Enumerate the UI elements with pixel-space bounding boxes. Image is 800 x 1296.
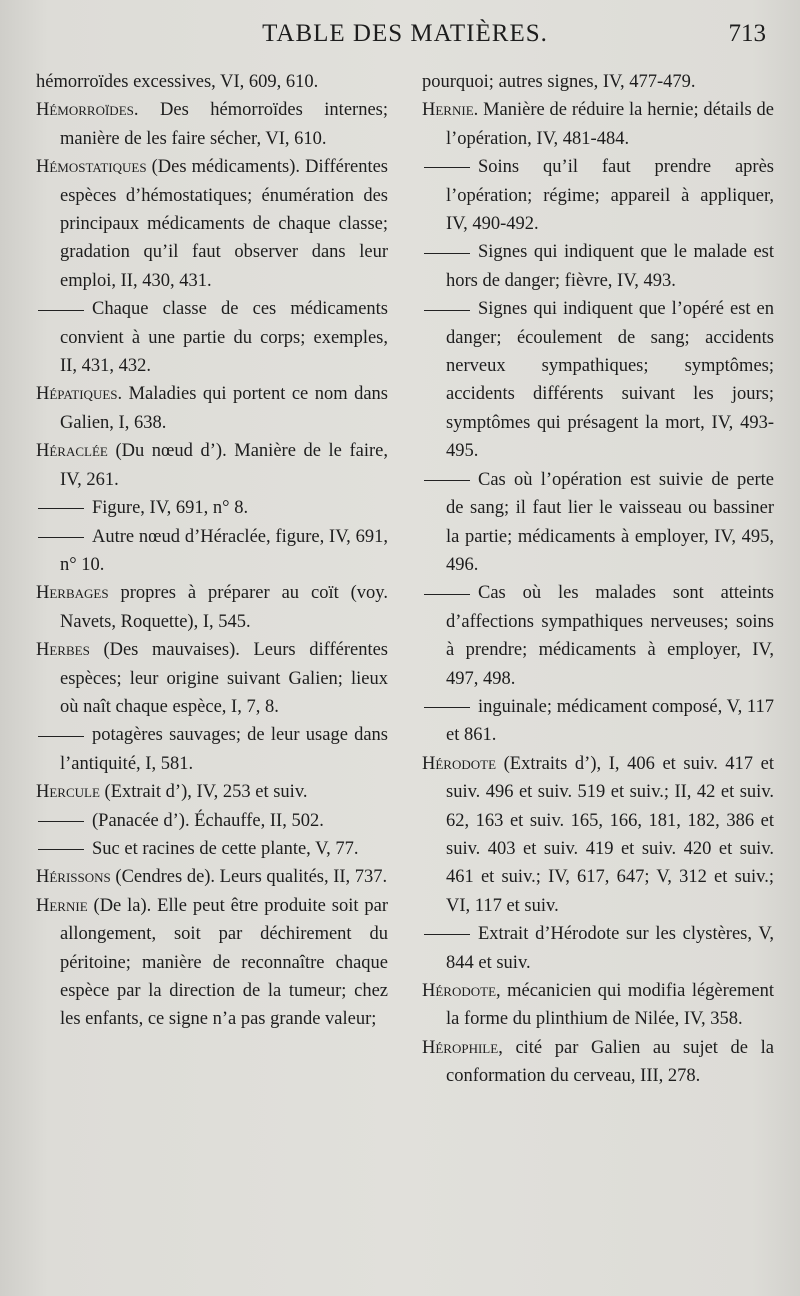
index-entry xyxy=(36,863,388,891)
index-entry xyxy=(36,153,388,295)
index-entry xyxy=(422,920,774,977)
entry-text: Manière de réduire la hernie; détails de l’opération, IV, 481-484. xyxy=(446,100,774,149)
entry-headword: Herbes xyxy=(36,640,90,661)
index-entry xyxy=(36,778,388,806)
index-entry xyxy=(422,466,774,580)
entry-headword: Héraclée xyxy=(36,441,108,462)
entry-headword: Hépatiques. xyxy=(36,384,123,405)
entry-text: (Extrait d’), IV, 253 et suiv. xyxy=(99,782,308,803)
entry-text: Signes qui indiquent que l’opéré est en danger; écoulement de sang; accidents nerveux sympathiques; symptômes; accidents différents suivant les jours; symptômes qui présagent la mort, IV, 493-495. xyxy=(446,299,774,462)
entry-headword: Hémostatiques xyxy=(36,157,147,178)
index-entry xyxy=(422,693,774,750)
repeat-dash xyxy=(38,508,84,509)
entry-headword: Hérophile xyxy=(422,1037,499,1058)
entry-text: Autre nœud d’Héraclée, figure, IV, 691, n° 10. xyxy=(60,526,388,575)
entry-text: , cité par Galien au sujet de la conformation du cerveau, III, 278. xyxy=(446,1037,774,1087)
entry-headword: Hérissons xyxy=(36,867,111,888)
entry-text: Signes qui indiquent que le malade est hors de danger; fièvre, IV, 493. xyxy=(446,242,774,291)
entry-text: Maladies qui portent ce nom dans Galien, I, 638. xyxy=(60,384,388,433)
index-columns xyxy=(36,68,774,1091)
entry-text: Cas où les malades sont atteints d’affections sympathiques nerveuses; soins à prendre; médicaments à employer, IV, 497, 498. xyxy=(446,583,774,689)
index-entry xyxy=(36,721,388,778)
index-entry xyxy=(36,68,388,96)
index-entry xyxy=(36,579,388,636)
index-entry xyxy=(422,1034,774,1091)
index-entry xyxy=(422,96,774,153)
index-entry xyxy=(36,892,388,1034)
index-entry xyxy=(422,977,774,1034)
index-entry xyxy=(36,96,388,153)
repeat-dash xyxy=(38,849,84,850)
index-entry xyxy=(36,380,388,437)
entry-text: Extrait d’Hérodote sur les clystères, V, 844 et suiv. xyxy=(446,924,774,973)
running-title: TABLE DES MATIÈRES. xyxy=(262,20,548,47)
repeat-dash xyxy=(424,480,470,481)
repeat-dash xyxy=(38,310,84,311)
repeat-dash xyxy=(424,167,470,168)
repeat-dash xyxy=(38,821,84,822)
index-entry xyxy=(422,68,774,96)
page-number: 713 xyxy=(728,20,766,47)
index-entry xyxy=(36,807,388,835)
entry-headword: Hercule xyxy=(36,782,100,803)
entry-text: inguinale; médicament composé, V, 117 et 861. xyxy=(446,696,774,746)
repeat-dash xyxy=(424,310,470,311)
entry-text: , mécanicien qui modifia légèrement la forme du plinthium de Nilée, IV, 358. xyxy=(446,981,774,1030)
repeat-dash xyxy=(38,736,84,737)
entry-text: pourquoi; autres signes, IV, 477-479. xyxy=(422,72,696,92)
entry-text: Suc et racines de cette plante, V, 77. xyxy=(92,838,359,859)
entry-headword: Hérodote xyxy=(422,753,497,774)
entry-text: Chaque classe de ces médicaments convient à une partie du corps; exemples, II, 431, 432. xyxy=(60,299,388,377)
index-entry xyxy=(36,437,388,494)
entry-text: propres à préparer au coït (voy. Navets, Roquette), I, 545. xyxy=(60,583,388,632)
repeat-dash xyxy=(424,707,470,708)
index-entry xyxy=(36,835,388,863)
entry-text: Figure, IV, 691, n° 8. xyxy=(92,498,249,519)
entry-text: hémorroïdes excessives, VI, 609, 610. xyxy=(36,72,319,92)
entry-text: (Panacée d’). Échauffe, II, 502. xyxy=(92,810,324,831)
index-entry xyxy=(36,295,388,380)
entry-text: Des hémorroïdes internes; manière de les faire sécher, VI, 610. xyxy=(60,100,388,149)
entry-text: (Des médicaments). Différentes espèces d’hémostatiques; énumération des principaux médicaments de chaque classe; gradation qu’il faut observer dans leur emploi, II, 430, 431. xyxy=(60,157,388,291)
entry-text: (Cendres de). Leurs qualités, II, 737. xyxy=(110,867,388,888)
index-entry xyxy=(422,238,774,295)
entry-headword: Hémorroïdes. xyxy=(36,100,139,121)
entry-text: (De la). Elle peut être produite soit par allongement, soit par déchirement du péritoine; manière de reconnaître chaque espèce par la direction de la tumeur; chez les enfants, ce signe n’a pas grande valeur; xyxy=(60,895,388,1030)
index-entry xyxy=(422,295,774,465)
entry-text: Soins qu’il faut prendre après l’opération; régime; appareil à appliquer, IV, 490-492. xyxy=(446,157,774,235)
left-column xyxy=(36,68,388,1091)
entry-text: potagères sauvages; de leur usage dans l’antiquité, I, 581. xyxy=(60,725,388,774)
entry-headword: Hernie. xyxy=(422,100,479,121)
page-header xyxy=(36,16,774,54)
index-entry xyxy=(422,153,774,238)
right-column xyxy=(422,68,774,1091)
entry-text: (Des mauvaises). Leurs différentes espèces; leur origine suivant Galien; lieux où naît chaque espèce, I, 7, 8. xyxy=(60,640,388,717)
entry-text: Cas où l’opération est suivie de perte de sang; il faut lier le vaisseau ou bassiner la partie; médicaments à employer, IV, 495, 496. xyxy=(446,469,774,575)
repeat-dash xyxy=(424,253,470,254)
index-entry xyxy=(422,750,774,920)
repeat-dash xyxy=(38,537,84,538)
entry-text: (Du nœud d’). Manière de le faire, IV, 261. xyxy=(60,441,388,490)
index-entry xyxy=(422,579,774,693)
entry-headword: Herbages xyxy=(36,583,109,604)
entry-text: (Extraits d’), I, 406 et suiv. 417 et suiv. 496 et suiv. 519 et suiv.; II, 42 et suiv. 62, 163 et suiv. 165, 166, 181, 182, 386 et suiv. 403 et suiv. 419 et suiv. 420 et suiv. 461 et suiv.; IV, 617, 647; V, 312 et suiv.; VI, 117 et suiv. xyxy=(446,753,774,916)
entry-headword: Hérodote xyxy=(422,981,497,1001)
index-entry xyxy=(36,494,388,522)
index-entry xyxy=(36,636,388,721)
index-entry xyxy=(36,523,388,580)
repeat-dash xyxy=(424,934,470,935)
repeat-dash xyxy=(424,594,470,595)
entry-headword: Hernie xyxy=(36,895,88,916)
